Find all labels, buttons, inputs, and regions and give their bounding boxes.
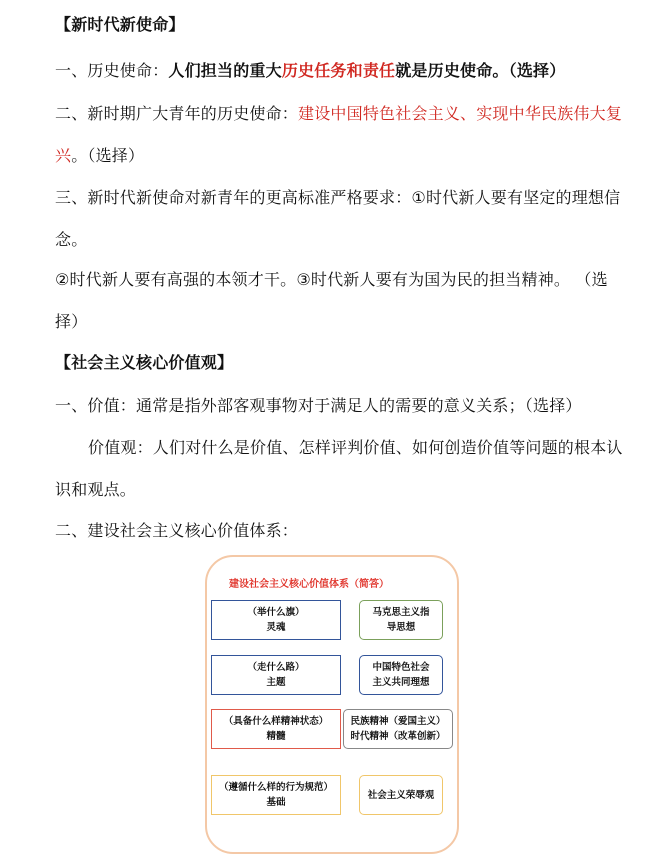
box-question: （遵循什么样的行为规范） (218, 782, 333, 793)
paragraph-youth-mission (55, 101, 622, 124)
p3-line-2: 念。 (55, 230, 88, 249)
box-line-2: 主义共同理想 (372, 677, 430, 688)
paragraph-values-view (88, 435, 623, 458)
diagram-left-box-1 (211, 600, 341, 640)
box-line-2: 时代精神（改革创新） (350, 731, 446, 742)
paragraph-historic-mission (55, 58, 565, 81)
paragraph-youth-mission-cont (55, 143, 144, 166)
diagram-left-box-2 (211, 655, 341, 695)
box-answer: 基础 (266, 797, 286, 808)
p2-prefix: 二、新时期广大青年的历史使命： (55, 104, 299, 123)
p3-line-1: 三、新时代新使命对新青年的更高标准严格要求：①时代新人要有坚定的理想信 (55, 188, 621, 207)
paragraph-requirements-2-cont (55, 309, 87, 332)
diagram-left-box-4 (211, 775, 341, 815)
box-answer: 主题 (266, 677, 286, 688)
paragraph-requirements-cont (55, 227, 87, 250)
build-system-text: 二、建设社会主义核心价值体系： (55, 521, 299, 540)
paragraph-build-system (55, 518, 298, 541)
p1-prefix: 一、历史使命： (55, 61, 169, 80)
paragraph-values-view-cont (55, 477, 136, 500)
diagram-right-box-1 (359, 600, 443, 640)
box-question: （走什么路） (247, 662, 305, 673)
p1-red: 历史任务和责任 (281, 61, 396, 80)
box-answer: 精髓 (266, 731, 286, 742)
box-line-1: 社会主义荣辱观 (367, 789, 435, 801)
section-heading-new-era (55, 12, 185, 35)
p2-suffix: 。（选择） (71, 146, 145, 165)
heading-text: 【社会主义核心价值观】 (55, 353, 234, 372)
box-line-1: 中国特色社会 (372, 662, 430, 673)
section-heading-core-values (55, 350, 233, 373)
diagram-right-box-2 (359, 655, 443, 695)
p2-red-2: 兴 (55, 146, 72, 165)
box-question: （具备什么样精神状态） (223, 716, 329, 727)
box-answer: 灵魂 (266, 622, 286, 633)
paragraph-requirements (55, 185, 620, 208)
core-value-system-diagram (205, 555, 459, 854)
box-line-1: 民族精神（爱国主义） (350, 716, 446, 727)
box-line-1: 马克思主义指 (372, 607, 430, 618)
p1-bold-1: 人们担当的重大 (168, 61, 282, 80)
paragraph-requirements-2 (55, 267, 608, 290)
box-question: （举什么旗） (247, 607, 305, 618)
diagram-left-box-3 (211, 709, 341, 749)
heading-text: 【新时代新使命】 (55, 15, 185, 34)
p2-red-1: 建设中国特色社会主义、实现中华民族伟大复 (298, 104, 623, 123)
p4-line-1: ②时代新人要有高强的本领才干。③时代新人要有为国为民的担当精神。 （选 (55, 270, 608, 289)
diagram-right-box-4 (359, 775, 443, 815)
paragraph-value-definition (55, 393, 582, 416)
p1-bold-2: 就是历史使命。（选择） (395, 61, 566, 80)
diagram-right-box-3 (343, 709, 453, 749)
value-definition-text: 一、价值：通常是指外部客观事物对于满足人的需要的意义关系；（选择） (55, 396, 582, 415)
values-view-line-1: 价值观：人们对什么是价值、怎样评判价值、如何创造价值等问题的根本认 (88, 438, 623, 457)
box-line-2: 导思想 (386, 622, 416, 633)
values-view-line-2: 识和观点。 (55, 480, 137, 499)
p4-line-2: 择） (55, 312, 88, 331)
diagram-title: 建设社会主义核心价值体系（简答） (229, 579, 389, 590)
